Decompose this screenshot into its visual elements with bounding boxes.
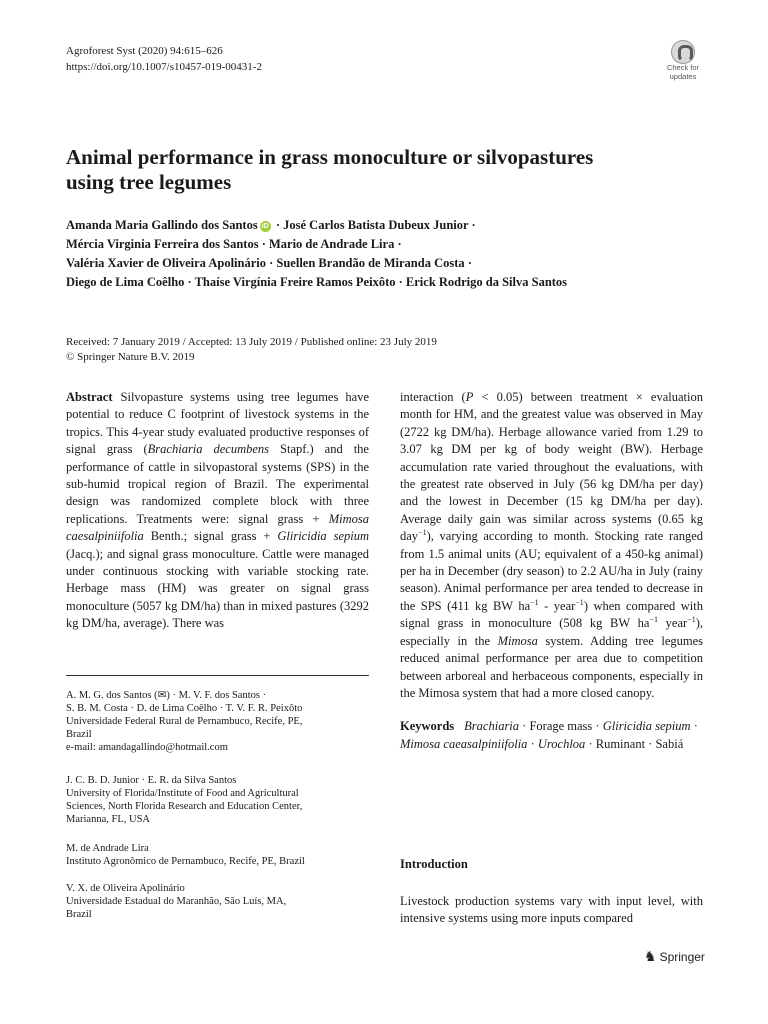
title-line-1: Animal performance in grass monoculture or silvopastures [66,145,594,169]
publisher-logo [644,948,705,965]
publisher-name: Springer [659,950,705,964]
introduction-text: Livestock production systems vary with input level, with intensive systems using more inputs compared [400,894,703,926]
check-for-updates-badge[interactable] [660,40,706,84]
author-name: Amanda Maria Gallindo dos Santos [66,218,258,232]
journal-line: Agroforest Syst (2020) 94:615–626 [66,45,223,57]
affiliation-block: A. M. G. dos Santos (✉) · M. V. F. dos Santos · S. B. M. Costa · D. de Lima Coêlho · T. V. F. R. Peixôto Universidade Federal Rural de Pernambuco, Recife, PE, Brazil e-mail: amandagallindo@hotmail.com [66,689,369,754]
orcid-icon[interactable]: iD [261,223,269,230]
title-line-2: using tree legumes [66,170,232,194]
author-list [66,216,686,292]
keywords: Keywords Brachiaria · Forage mass · Gliricidia sepium · Mimosa caeasalpiniifolia · Urochloa · Ruminant · Sabiá [400,719,698,751]
keyword[interactable]: Brachiaria [464,719,520,734]
author-line-1: Amanda Maria Gallindo dos Santos iD · José Carlos Batista Dubeux Junior · [66,218,476,232]
section-heading-introduction: Introduction [400,857,468,871]
abstract-right-column: interaction (P < 0.05) between treatment × evaluation month for HM, and the greatest value was observed in May (2722 kg DM/ha). Herbage allowance varied from 1.29 to 3.07 kg DM per kg of body weight (BW). Herbage accumulation rate varied throughout the evaluations, with the greatest rate observed in July (56 kg DM/ha per day) and the lowest in December (15 kg DM/ha per day). Average daily gain was similar across systems (0.65 kg day$^{-1}$), varying according to month. Stocking rate ranged from 1.5 animal units (AU; equivalent of a 450-kg animal) per ha in December (dry season) to 2.2 AU/ha in July (rainy season). Animal performance per area tended to decrease in the SPS (411 kg BW $ha^{-1}$ - year$^{-1}$) when compared with signal grass in monoculture (508 kg BW $ha^{-1}$ year$^{-1}$), especially in the Mimosa system. Adding tree legumes reduced animal performance per area due to competition between arboreal and herbaceous components, especially in the Mimosa system that had a more closed canopy. Keywords Brachiaria · Forage mass · Gliricidia sepium · Mimosa caeasalpiniifolia · Urochloa · Ruminant · Sabiá [400,389,703,753]
keywords-label: Keywords [400,719,455,734]
publication-history [66,335,686,365]
affiliation-block: M. de Andrade Lira Instituto Agronômico de Pernambuco, Recife, PE, Brazil [66,843,305,867]
keyword[interactable]: Forage mass [529,719,593,734]
keyword[interactable]: Gliricidia sepium [602,719,691,734]
abstract-left-column: Abstract Silvopasture systems using tree legumes have potential to reduce C footprint of livestock systems in the tropics. This 4-year study evaluated productive responses of signal grass (Brachiaria decumbens Stapf.) and the performance of cattle in silvopastoral systems (SPS) in the sub-humid tropical region of Brazil. The experimental design was randomized complete block with three replications. Treatments were: signal grass + Mimosa caesalpiniifolia Benth.; signal grass + Gliricidia sepium (Jacq.); and signal grass monoculture. Cattle were managed under continuous stocking with variable stocking rate. Herbage mass (HM) was greater on signal grass monoculture (5057 kg DM/ha) than in mixed pastures (3292 kg DM/ha, average). There was [66,390,369,631]
dates-line: Received: 7 January 2019 / Accepted: 13 July 2019 / Published online: 23 July 2019 [66,336,437,348]
keyword[interactable]: Ruminant [595,736,646,751]
check-for-updates-label: Check for updates [666,63,700,81]
abstract-label: Abstract [66,390,113,404]
affiliation-block: J. C. B. D. Junior · E. R. da Silva Santos University of Florida/Institute of Food and Agricultural Sciences, North Florida Research and Education Center, Marianna, FL, USA [66,775,303,825]
journal-citation [66,43,262,75]
article-title [66,145,666,195]
keyword[interactable]: Mimosa caeasalpiniifolia [400,736,528,751]
copyright-line: © Springer Nature B.V. 2019 [66,351,195,363]
affiliation-block: V. X. de Oliveira Apolinário Universidade Estadual do Maranhão, São Luís, MA, Brazil [66,883,287,920]
springer-horse-icon: ♞ [644,948,657,964]
check-for-updates-icon [671,40,695,64]
keyword[interactable]: Sabiá [655,736,684,751]
keyword[interactable]: Urochloa [537,736,586,751]
author-line-3: Valéria Xavier de Oliveira Apolinário · Suellen Brandão de Miranda Costa · [66,256,472,270]
footnote-divider [66,675,369,676]
doi-link[interactable]: https://doi.org/10.1007/s10457-019-00431-2 [66,61,262,73]
email-link[interactable]: e-mail: amandagallindo@hotmail.com [66,742,228,753]
author-line-4: Diego de Lima Coêlho · Thaíse Virgínia Freire Ramos Peixôto · Erick Rodrigo da Silva Santos [66,275,568,289]
author-line-2: Mércia Virginia Ferreira dos Santos · Mario de Andrade Lira · [66,237,402,251]
